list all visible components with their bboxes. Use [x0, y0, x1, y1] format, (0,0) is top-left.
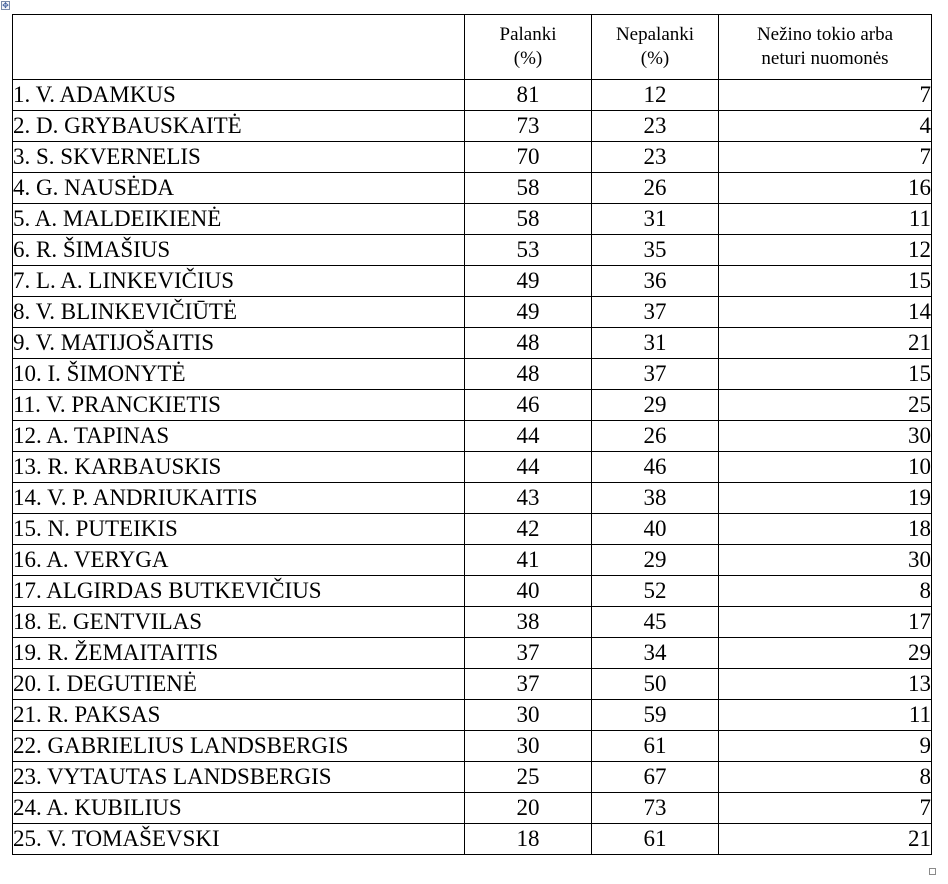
cell-unknown: 10: [719, 452, 932, 483]
cell-name: 14. V. P. ANDRIUKAITIS: [13, 483, 465, 514]
cell-favorable: 53: [465, 235, 592, 266]
table-move-handle-icon[interactable]: ✥: [2, 1, 9, 10]
cell-name: 19. R. ŽEMAITAITIS: [13, 638, 465, 669]
cell-favorable: 30: [465, 731, 592, 762]
cell-favorable: 58: [465, 204, 592, 235]
cell-favorable: 49: [465, 297, 592, 328]
cell-name: 3. S. SKVERNELIS: [13, 142, 465, 173]
cell-unfavorable: 52: [592, 576, 719, 607]
table-row: [13, 173, 932, 204]
cell-unknown: 21: [719, 328, 932, 359]
table-row: [13, 204, 932, 235]
header-favorable-line1: Palanki: [499, 24, 557, 45]
cell-unknown: 7: [719, 793, 932, 824]
cell-name: 12. A. TAPINAS: [13, 421, 465, 452]
cell-name: 25. V. TOMAŠEVSKI: [13, 824, 465, 855]
cell-favorable: 37: [465, 638, 592, 669]
cell-favorable: 44: [465, 452, 592, 483]
cell-unfavorable: 26: [592, 421, 719, 452]
cell-unknown: 8: [719, 762, 932, 793]
cell-name: 20. I. DEGUTIENĖ: [13, 669, 465, 700]
cell-name: 10. I. ŠIMONYTĖ: [13, 359, 465, 390]
cell-name: 22. GABRIELIUS LANDSBERGIS: [13, 731, 465, 762]
cell-unfavorable: 37: [592, 359, 719, 390]
cell-name: 16. A. VERYGA: [13, 545, 465, 576]
table-row: [13, 576, 932, 607]
cell-unknown: 13: [719, 669, 932, 700]
cell-name: 1. V. ADAMKUS: [13, 80, 465, 111]
table-row: [13, 514, 932, 545]
cell-unfavorable: 61: [592, 824, 719, 855]
header-favorable: [465, 15, 592, 80]
header-favorable-line2: (%): [513, 48, 543, 69]
cell-unknown: 12: [719, 235, 932, 266]
header-row: [13, 15, 932, 80]
cell-name: 4. G. NAUSĖDA: [13, 173, 465, 204]
table-row: [13, 359, 932, 390]
cell-unfavorable: 67: [592, 762, 719, 793]
cell-favorable: 18: [465, 824, 592, 855]
cell-favorable: 41: [465, 545, 592, 576]
cell-name: 9. V. MATIJOŠAITIS: [13, 328, 465, 359]
cell-unknown: 18: [719, 514, 932, 545]
cell-favorable: 81: [465, 80, 592, 111]
cell-unfavorable: 59: [592, 700, 719, 731]
cell-favorable: 38: [465, 607, 592, 638]
cell-unfavorable: 50: [592, 669, 719, 700]
cell-unknown: 7: [719, 80, 932, 111]
header-unfavorable-line1: Nepalanki: [615, 24, 695, 45]
cell-unfavorable: 73: [592, 793, 719, 824]
cell-favorable: 42: [465, 514, 592, 545]
cell-name: 18. E. GENTVILAS: [13, 607, 465, 638]
cell-unknown: 30: [719, 421, 932, 452]
table-row: [13, 266, 932, 297]
table-row: [13, 824, 932, 855]
table-row: [13, 328, 932, 359]
cell-favorable: 25: [465, 762, 592, 793]
table-body: [13, 80, 932, 855]
cell-name: 23. VYTAUTAS LANDSBERGIS: [13, 762, 465, 793]
cell-unknown: 15: [719, 266, 932, 297]
table-row: [13, 452, 932, 483]
header-unknown: [719, 15, 932, 80]
cell-unfavorable: 12: [592, 80, 719, 111]
cell-unknown: 11: [719, 204, 932, 235]
cell-favorable: 46: [465, 390, 592, 421]
cell-unfavorable: 46: [592, 452, 719, 483]
table-row: [13, 390, 932, 421]
table-row: [13, 731, 932, 762]
table-row: [13, 700, 932, 731]
cell-unknown: 16: [719, 173, 932, 204]
cell-favorable: 40: [465, 576, 592, 607]
cell-name: 13. R. KARBAUSKIS: [13, 452, 465, 483]
cell-name: 2. D. GRYBAUSKAITĖ: [13, 111, 465, 142]
cell-unknown: 21: [719, 824, 932, 855]
table-row: [13, 607, 932, 638]
cell-unknown: 25: [719, 390, 932, 421]
cell-favorable: 70: [465, 142, 592, 173]
table-row: [13, 669, 932, 700]
cell-name: 21. R. PAKSAS: [13, 700, 465, 731]
cell-unknown: 29: [719, 638, 932, 669]
cell-unknown: 7: [719, 142, 932, 173]
table-row: [13, 235, 932, 266]
cell-unfavorable: 26: [592, 173, 719, 204]
cell-name: 8. V. BLINKEVIČIŪTĖ: [13, 297, 465, 328]
cell-name: 17. ALGIRDAS BUTKEVIČIUS: [13, 576, 465, 607]
cell-unfavorable: 29: [592, 390, 719, 421]
ratings-table: [12, 14, 932, 855]
table-row: [13, 762, 932, 793]
header-unknown-line1: Nežino tokio arba: [756, 24, 894, 45]
cell-unfavorable: 45: [592, 607, 719, 638]
cell-favorable: 73: [465, 111, 592, 142]
cell-unfavorable: 40: [592, 514, 719, 545]
table-row: [13, 421, 932, 452]
cell-name: 6. R. ŠIMAŠIUS: [13, 235, 465, 266]
header-unknown-line2: neturi nuomonės: [761, 48, 889, 69]
cell-unfavorable: 35: [592, 235, 719, 266]
table-row: [13, 142, 932, 173]
cell-unknown: 17: [719, 607, 932, 638]
cell-unknown: 11: [719, 700, 932, 731]
cell-unknown: 9: [719, 731, 932, 762]
cell-unknown: 4: [719, 111, 932, 142]
cell-unknown: 8: [719, 576, 932, 607]
cell-favorable: 44: [465, 421, 592, 452]
table-header: [13, 15, 932, 80]
cell-unfavorable: 31: [592, 328, 719, 359]
cell-unknown: 30: [719, 545, 932, 576]
cell-favorable: 58: [465, 173, 592, 204]
cell-unfavorable: 23: [592, 111, 719, 142]
header-name: [13, 15, 465, 80]
cell-unfavorable: 38: [592, 483, 719, 514]
cell-name: 15. N. PUTEIKIS: [13, 514, 465, 545]
cell-favorable: 48: [465, 359, 592, 390]
table-resize-handle-icon[interactable]: [929, 868, 936, 875]
cell-favorable: 37: [465, 669, 592, 700]
header-unfavorable: [592, 15, 719, 80]
cell-favorable: 20: [465, 793, 592, 824]
cell-unknown: 15: [719, 359, 932, 390]
cell-unfavorable: 31: [592, 204, 719, 235]
table-row: [13, 483, 932, 514]
cell-name: 24. A. KUBILIUS: [13, 793, 465, 824]
cell-name: 11. V. PRANCKIETIS: [13, 390, 465, 421]
cell-unfavorable: 36: [592, 266, 719, 297]
table-row: [13, 297, 932, 328]
cell-favorable: 43: [465, 483, 592, 514]
table-row: [13, 111, 932, 142]
cell-unfavorable: 61: [592, 731, 719, 762]
table-row: [13, 545, 932, 576]
cell-unfavorable: 37: [592, 297, 719, 328]
cell-favorable: 30: [465, 700, 592, 731]
cell-unknown: 19: [719, 483, 932, 514]
cell-unknown: 14: [719, 297, 932, 328]
cell-name: 7. L. A. LINKEVIČIUS: [13, 266, 465, 297]
cell-favorable: 48: [465, 328, 592, 359]
table-row: [13, 80, 932, 111]
cell-name: 5. A. MALDEIKIENĖ: [13, 204, 465, 235]
cell-favorable: 49: [465, 266, 592, 297]
cell-unfavorable: 34: [592, 638, 719, 669]
header-unfavorable-line2: (%): [640, 48, 670, 69]
table-row: [13, 638, 932, 669]
cell-unfavorable: 29: [592, 545, 719, 576]
table-row: [13, 793, 932, 824]
cell-unfavorable: 23: [592, 142, 719, 173]
